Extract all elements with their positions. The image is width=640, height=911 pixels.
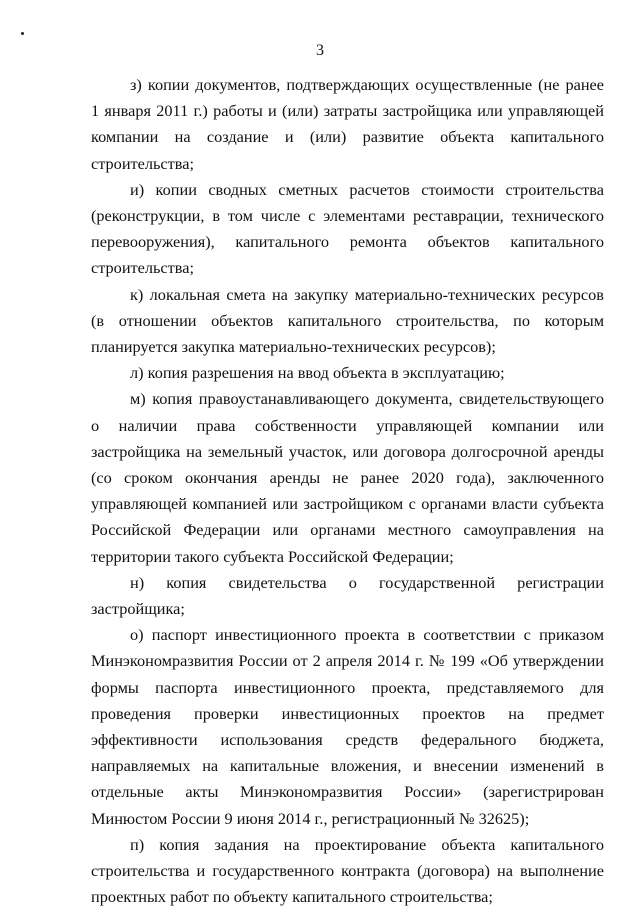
paragraph-m: м) копия правоустанавливающего документа, свидетельствующего о наличии права собственности управляющей компании или застройщика на земельный участок, или договора долгосрочной аренды (со сроком окончания аренды не ранее 2020 года), заключенного управляющей компанией или застройщиком с органами власти субъекта Российской Федерации или органами местного самоуправления на территории такого субъекта Российской Федерации;	[91, 389, 604, 566]
page-number: 3	[316, 42, 324, 59]
paragraph-p: п) копия задания на проектирование объекта капитального строительства и государственного контракта (договора) на выполнение проектных работ по объекту капитального строительства;	[91, 834, 604, 907]
paragraph-n: н) копия свидетельства о государственной регистрации застройщика;	[91, 572, 604, 619]
paragraph-i: и) копии сводных сметных расчетов стоимости строительства (реконструкции, в том числе с элементами реставрации, технического перевооружения), капитального ремонта объектов капитального строительства;	[91, 179, 604, 278]
paragraph-l: л) копия разрешения на ввод объекта в эксплуатацию;	[130, 363, 505, 383]
paragraph-k: к) локальная смета на закупку материально-технических ресурсов (в отношении объектов капитального строительства, по которым планируется закупка материально-технических ресурсов);	[91, 284, 604, 357]
paragraph-z: з) копии документов, подтверждающих осуществленные (не ранее 1 января 2011 г.) работы и (или) затраты застройщика или управляющей компании на создание и (или) развитие объекта капитального строительства;	[91, 75, 604, 173]
paragraph-o: о) паспорт инвестиционного проекта в соответствии с приказом Минэкономразвития России от 2 апреля 2014 г. № 199 «Об утверждении формы паспорта инвестиционного проекта, представляемого для проведения проверки инвестиционных проектов на предмет эффективности использования средств федерального бюджета, направляемых на капитальные вложения, и внесении изменений в отдельные акты Минэкономразвития России» (зарегистрирован Минюстом России 9 июня 2014 г., регистрационный № 32625);	[91, 625, 604, 828]
scan-speck	[21, 32, 24, 35]
document-body	[91, 72, 604, 911]
